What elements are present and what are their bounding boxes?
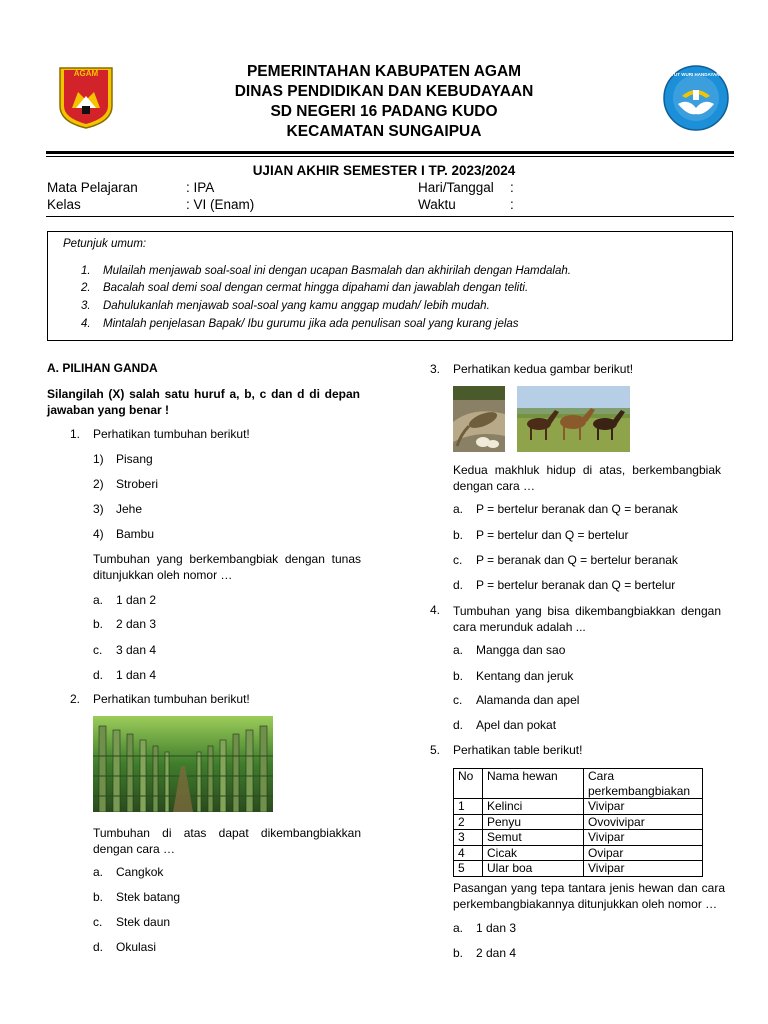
q3-question: Kedua makhluk hidup di atas, berkembangbiak dengan cara … <box>453 463 721 493</box>
kelas-label: Kelas <box>47 197 81 212</box>
petunjuk-num-2: 2. <box>81 282 91 294</box>
q1-list-num-2: 2) <box>93 477 104 491</box>
table-cell: 2 <box>454 814 483 830</box>
q5-option-a-letter[interactable]: a. <box>453 921 464 935</box>
table-header-cell: No <box>454 769 483 799</box>
table-cell: Vivipar <box>584 830 703 846</box>
q2-option-a-text[interactable]: Cangkok <box>116 865 164 879</box>
waktu-value: : <box>510 197 514 212</box>
q4-option-c-letter[interactable]: c. <box>453 693 463 707</box>
table-cell: Cicak <box>483 845 584 861</box>
table-header-cell: Cara perkembangbiakan <box>584 769 703 799</box>
q2-prompt: Perhatikan tumbuhan berikut! <box>93 692 250 706</box>
q3-option-d-text[interactable]: P = bertelur beranak dan Q = bertelur <box>476 578 676 592</box>
animal-table <box>453 768 703 877</box>
header-line-1: PEMERINTAHAN KABUPATEN AGAM <box>246 63 522 80</box>
q4-option-c-text[interactable]: Alamanda dan apel <box>476 693 580 707</box>
kelas-value: : VI (Enam) <box>186 197 255 212</box>
q5-option-b-letter[interactable]: b. <box>453 946 464 960</box>
q4-option-a-text[interactable]: Mangga dan sao <box>476 643 566 657</box>
q1-option-c-text[interactable]: 3 dan 4 <box>116 643 157 657</box>
q5-question: Pasangan yang tepa tantara jenis hewan dan cara perkembangbiakannya ditunjukkan oleh nomor … <box>453 881 725 911</box>
mapel-value: : IPA <box>186 180 215 195</box>
q1-list-num-1: 1) <box>93 452 104 466</box>
petunjuk-title: Petunjuk umum: <box>63 238 147 250</box>
petunjuk-num-3: 3. <box>81 300 91 312</box>
hari-label: Hari/Tanggal <box>418 180 494 195</box>
q2-number: 2. <box>70 692 81 706</box>
table-header-cell: Nama hewan <box>483 769 584 799</box>
petunjuk-text-3: Dahulukanlah menjawab soal-soal yang kamu anggap mudah/ lebih mudah. <box>103 300 490 312</box>
q3-option-c-text[interactable]: P = beranak dan Q = bertelur beranak <box>476 553 678 567</box>
table-cell: Ular boa <box>483 861 584 877</box>
q1-option-d-text[interactable]: 1 dan 4 <box>116 668 157 682</box>
q3-prompt: Perhatikan kedua gambar berikut! <box>453 362 634 376</box>
q4-option-a-letter[interactable]: a. <box>453 643 464 657</box>
q2-option-a-letter[interactable]: a. <box>93 865 104 879</box>
table-cell: Ovipar <box>584 845 703 861</box>
q3-option-b-letter[interactable]: b. <box>453 528 464 542</box>
q2-option-d-letter[interactable]: d. <box>93 940 104 954</box>
exam-title: UJIAN AKHIR SEMESTER I TP. 2023/2024 <box>252 163 516 178</box>
q1-question: Tumbuhan yang berkembangbiak dengan tunas ditunjukkan oleh nomor … <box>93 552 361 582</box>
logo-tut-wuri <box>662 64 730 132</box>
table-cell: 1 <box>454 799 483 815</box>
q4-option-b-letter[interactable]: b. <box>453 669 464 683</box>
table-cell: 3 <box>454 830 483 846</box>
q1-list-text-4: Bambu <box>116 527 155 541</box>
table-header-row <box>454 769 703 799</box>
table-cell: Ovovivipar <box>584 814 703 830</box>
q1-option-b-letter[interactable]: b. <box>93 617 104 631</box>
table-row <box>454 830 703 846</box>
logo-tut-wuri-text: TUT WURI HANDAYANI <box>671 72 721 77</box>
q5-number: 5. <box>430 743 441 757</box>
table-cell: Semut <box>483 830 584 846</box>
header-rule-thick <box>46 151 734 154</box>
q5-option-a-text[interactable]: 1 dan 3 <box>476 921 517 935</box>
table-cell: Penyu <box>483 814 584 830</box>
q4-option-d-text[interactable]: Apel dan pokat <box>476 718 557 732</box>
info-rule <box>46 216 734 217</box>
q2-option-d-text[interactable]: Okulasi <box>116 940 157 954</box>
q1-option-b-text[interactable]: 2 dan 3 <box>116 617 157 631</box>
q1-prompt: Perhatikan tumbuhan berikut! <box>93 427 250 441</box>
q3-option-b-text[interactable]: P = bertelur dan Q = bertelur <box>476 528 629 542</box>
q3-option-c-letter[interactable]: c. <box>453 553 463 567</box>
sugarcane-image <box>93 716 273 812</box>
hari-value: : <box>510 180 514 195</box>
petunjuk-num-4: 4. <box>81 318 91 330</box>
table-cell: Vivipar <box>584 861 703 877</box>
q1-list-text-2: Stroberi <box>116 477 159 491</box>
q4-number: 4. <box>430 603 441 617</box>
q3-option-a-text[interactable]: P = bertelur beranak dan Q = beranak <box>476 502 678 516</box>
q1-list-text-3: Jehe <box>116 502 143 516</box>
table-row <box>454 845 703 861</box>
header-line-3: SD NEGERI 16 PADANG KUDO <box>270 103 498 120</box>
header-rule-thin <box>46 156 734 157</box>
q2-option-c-text[interactable]: Stek daun <box>116 915 171 929</box>
q3-number: 3. <box>430 362 441 376</box>
waktu-label: Waktu <box>418 197 456 212</box>
q3-option-a-letter[interactable]: a. <box>453 502 464 516</box>
q1-option-d-letter[interactable]: d. <box>93 668 104 682</box>
table-row <box>454 814 703 830</box>
q2-question: Tumbuhan di atas dapat dikembangbiakkan dengan cara … <box>93 826 361 856</box>
table-cell: Vivipar <box>584 799 703 815</box>
q1-list-text-1: Pisang <box>116 452 153 466</box>
q4-option-d-letter[interactable]: d. <box>453 718 464 732</box>
logo-agam-text: AGAM <box>73 69 99 78</box>
q4-question: Tumbuhan yang bisa dikembangbiakkan dengan cara merunduk adalah ... <box>453 604 721 634</box>
q3-option-d-letter[interactable]: d. <box>453 578 464 592</box>
q1-list-num-4: 4) <box>93 527 104 541</box>
table-row <box>454 861 703 877</box>
q4-option-b-text[interactable]: Kentang dan jeruk <box>476 669 574 683</box>
mapel-label: Mata Pelajaran <box>47 180 138 195</box>
horses-image <box>517 386 630 452</box>
q2-option-b-text[interactable]: Stek batang <box>116 890 181 904</box>
table-cell: 4 <box>454 845 483 861</box>
lizard-image <box>453 386 505 452</box>
table-cell: Kelinci <box>483 799 584 815</box>
q5-option-b-text[interactable]: 2 dan 4 <box>476 946 517 960</box>
q2-option-c-letter[interactable]: c. <box>93 915 103 929</box>
petunjuk-text-4: Mintalah penjelasan Bapak/ Ibu gurumu jika ada penulisan soal yang kurang jelas <box>103 318 519 330</box>
section-instruction: Silangilah (X) salah satu huruf a, b, c dan d di depan jawaban yang benar ! <box>47 387 360 417</box>
q1-option-a-text[interactable]: 1 dan 2 <box>116 593 157 607</box>
q5-prompt: Perhatikan table berikut! <box>453 743 583 757</box>
petunjuk-text-1: Mulailah menjawab soal-soal ini dengan ucapan Basmalah dan akhirilah dengan Hamdalah. <box>103 265 571 277</box>
q1-list-num-3: 3) <box>93 502 104 516</box>
q1-number: 1. <box>70 427 81 441</box>
header-line-2: DINAS PENDIDIKAN DAN KEBUDAYAAN <box>234 83 534 100</box>
table-cell: 5 <box>454 861 483 877</box>
q2-option-b-letter[interactable]: b. <box>93 890 104 904</box>
q1-option-a-letter[interactable]: a. <box>93 593 104 607</box>
header-line-4: KECAMATAN SUNGAIPUA <box>286 123 482 140</box>
petunjuk-num-1: 1. <box>81 265 91 277</box>
petunjuk-text-2: Bacalah soal demi soal dengan cermat hingga dipahami dan jawablah dengan teliti. <box>103 282 529 294</box>
section-title: A. PILIHAN GANDA <box>47 361 158 375</box>
q1-option-c-letter[interactable]: c. <box>93 643 103 657</box>
table-row <box>454 799 703 815</box>
